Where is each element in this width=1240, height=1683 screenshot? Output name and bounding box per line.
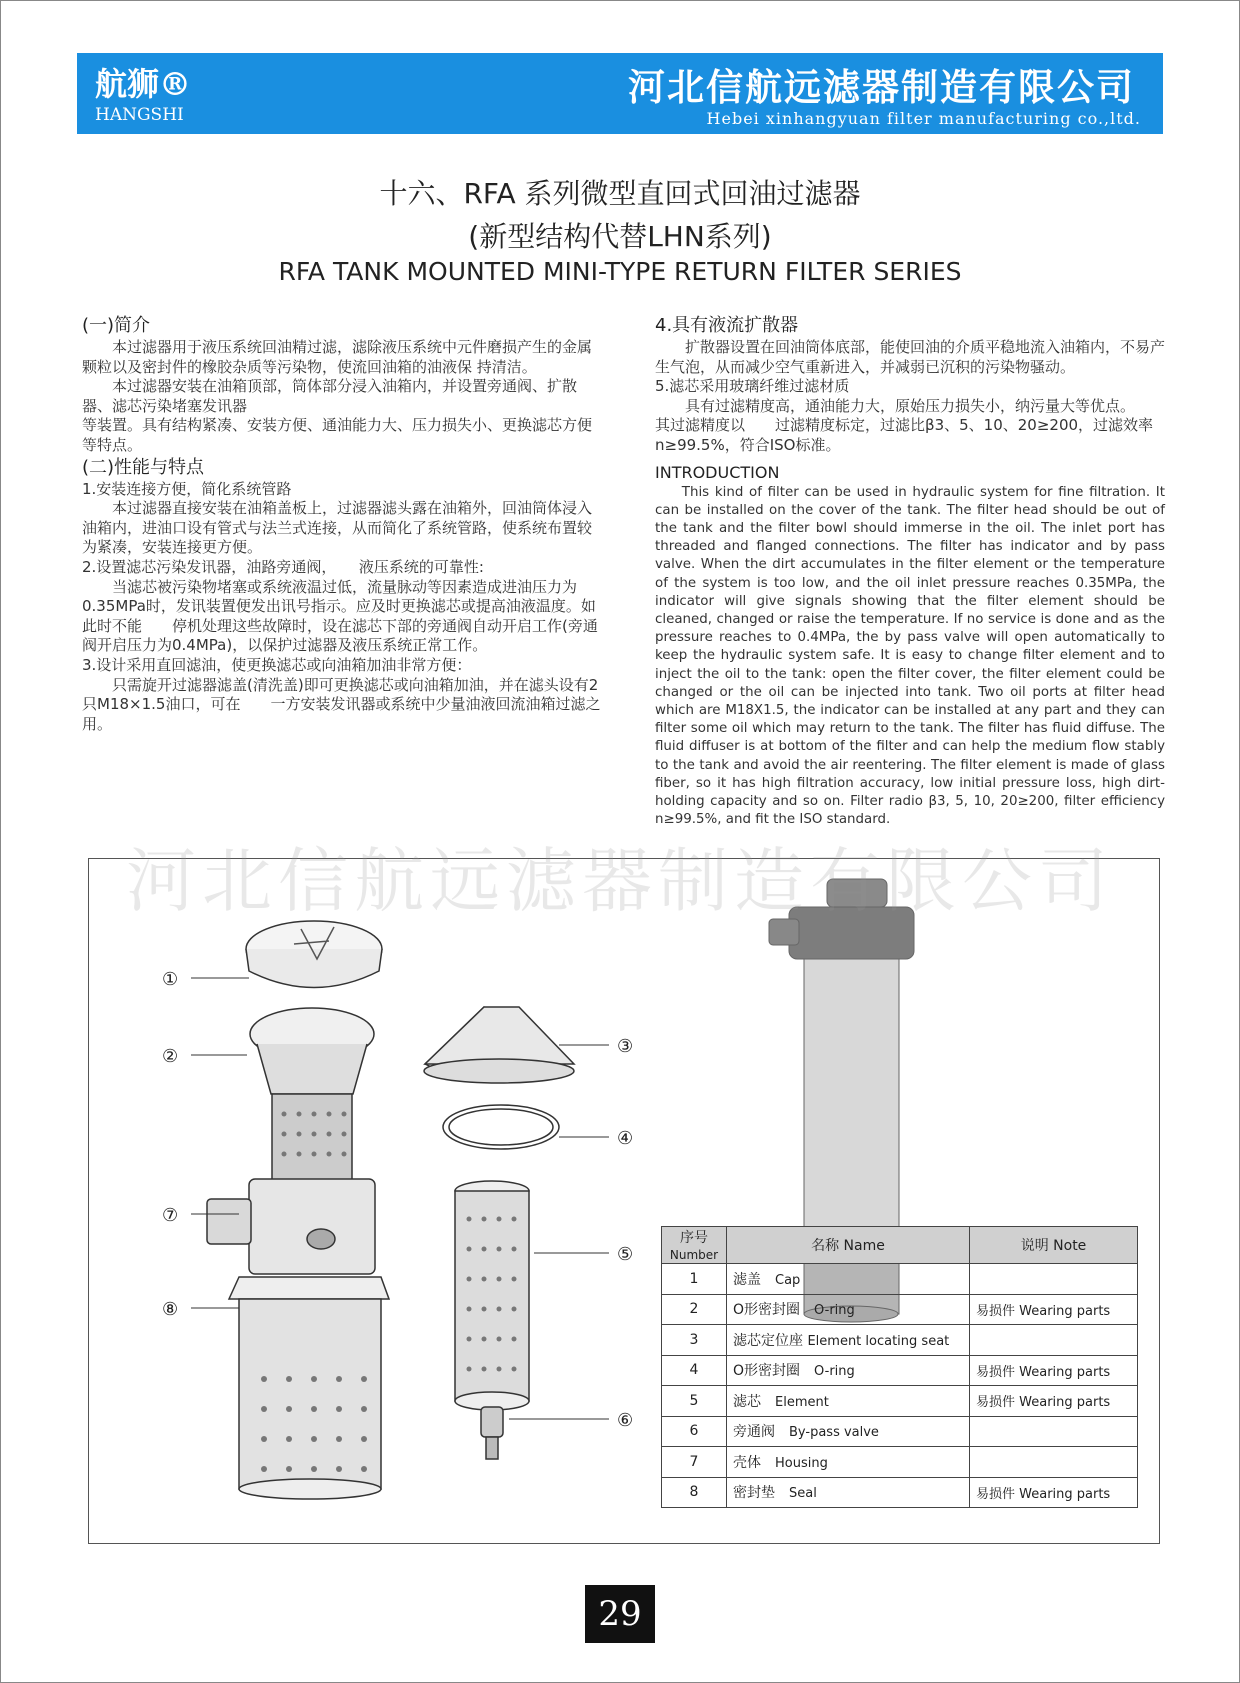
paragraph: 只需旋开过滤器滤盖(清洗盖)即可更换滤芯或向油箱加油，并在滤头设有2只M18×1.5油口，可在 一方安装发讯器或系统中少量油液回流油箱过滤之用。 bbox=[82, 675, 601, 733]
feature-title: 4.具有液流扩散器 bbox=[655, 315, 799, 336]
paragraph: 其过滤精度以 过滤精度标定，过滤比β3、5、10、20≥200，过滤效率n≥99.5%，符合ISO标准。 bbox=[655, 416, 1154, 454]
table-header-row bbox=[662, 1227, 1138, 1264]
table-row: 4 O形密封圈 O-ring 易损件 Wearing parts bbox=[662, 1355, 1138, 1386]
feature-title: 5.滤芯采用玻璃纤维过滤材质 bbox=[655, 377, 850, 396]
assembled-filter-drawing bbox=[207, 921, 389, 1499]
table-row: 2 O形密封圈 O-ring 易损件 Wearing parts bbox=[662, 1294, 1138, 1325]
right-column bbox=[655, 314, 1165, 829]
page-title-en: RFA TANK MOUNTED MINI-TYPE RETURN FILTER SERIES bbox=[278, 257, 962, 286]
exploded-parts-drawing bbox=[424, 1007, 574, 1459]
brand-name-en: HANGSHI bbox=[95, 105, 184, 125]
paragraph: 本过滤器安装在油箱顶部，筒体部分浸入油箱内，并设置旁通阀、扩散器、滤芯污染堵塞发讯器 bbox=[82, 377, 578, 415]
page-subtitle: (新型结构代替LHN系列) bbox=[468, 220, 772, 253]
page-title: 十六、RFA 系列微型直回式回油过滤器 bbox=[379, 177, 861, 210]
watermark-text: 河北信航远滤器制造有限公司 bbox=[126, 840, 1114, 922]
paragraph: 等装置。具有结构紧凑、安装方便、通油能力大、压力损失小、更换滤芯方便等特点。 bbox=[82, 416, 593, 454]
callout-1: ① bbox=[162, 969, 179, 990]
parts-table bbox=[661, 1226, 1138, 1508]
table-row: 1 滤盖 Cap bbox=[662, 1264, 1138, 1295]
callout-8: ⑧ bbox=[162, 1299, 179, 1320]
callout-5: ⑤ bbox=[617, 1244, 634, 1265]
feature-title: 3.设计采用直回滤油，使更换滤芯或向油箱加油非常方便： bbox=[82, 655, 472, 674]
paragraph: 本过滤器用于液压系统回油精过滤，滤除液压系统中元件磨损产生的金属颗粒以及密封件的橡胶杂质等污染物，使流回油箱的油液保 持清洁。 bbox=[82, 338, 593, 376]
parts-table-body bbox=[662, 1264, 1138, 1508]
feature-title: 1.安装连接方便，简化系统管路 bbox=[82, 479, 292, 498]
feature-title: 2.设置滤芯污染发讯器，油路旁通阀， 液压系统的可靠性: bbox=[82, 557, 484, 576]
brand-name: 航狮® bbox=[95, 65, 192, 103]
paragraph: 当滤芯被污染物堵塞或系统液温过低，流量脉动等因素造成进油压力为0.35MPa时，发讯装置便发出讯号指示。应及时更换滤芯或提高油液温度。如此时不能 停机处理这些故障时，设在滤芯下部的旁通阀自动开启工作(旁通阀开启压力为0.4MPa)，以保护过滤器及液压系统正常工作。 bbox=[82, 577, 598, 655]
header-note: 说明 Note bbox=[970, 1227, 1138, 1264]
table-row: 7 壳体 Housing bbox=[662, 1447, 1138, 1478]
callout-3: ③ bbox=[617, 1036, 634, 1057]
company-name: 河北信航远滤器制造有限公司 bbox=[628, 65, 1135, 109]
table-row: 8 密封垫 Seal 易损件 Wearing parts bbox=[662, 1477, 1138, 1508]
page-number: 29 bbox=[585, 1585, 655, 1643]
company-name-en: Hebei xinhangyuan filter manufacturing co.,ltd. bbox=[706, 109, 1141, 128]
paragraph: 本过滤器直接安装在油箱盖板上，过滤器滤头露在油箱外，回油筒体浸入油箱内，进油口设有管式与法兰式连接，从而简化了系统管路，使系统布置较为紧凑，安装连接更方便。 bbox=[82, 499, 593, 557]
table-row: 5 滤芯 Element 易损件 Wearing parts bbox=[662, 1386, 1138, 1417]
paragraph: 扩散器设置在回油筒体底部，能使回油的介质平稳地流入油箱内，不易产生气泡，从而减少空气重新进入，并减弱已沉积的污染物骚动。 bbox=[655, 338, 1166, 376]
callout-7: ⑦ bbox=[162, 1205, 179, 1226]
callout-4: ④ bbox=[617, 1128, 634, 1149]
table-row: 3 滤芯定位座 Element locating seat bbox=[662, 1325, 1138, 1356]
page-header bbox=[77, 53, 1163, 134]
table-row: 6 旁通阀 By-pass valve bbox=[662, 1416, 1138, 1447]
left-column bbox=[82, 314, 602, 734]
section-heading-features: (二)性能与特点 bbox=[82, 456, 205, 478]
header-name: 名称 Name bbox=[727, 1227, 970, 1264]
introduction-heading: INTRODUCTION bbox=[655, 462, 780, 482]
header-number: 序号 Number bbox=[662, 1227, 727, 1264]
paragraph: 具有过滤精度高，通油能力大，原始压力损失小，纳污量大等优点。 bbox=[685, 396, 1136, 415]
callout-2: ② bbox=[162, 1046, 179, 1067]
section-heading-intro: (一)简介 bbox=[82, 315, 151, 336]
introduction-text: This kind of filter can be used in hydraulic system for fine filtration. It can be installed on the cover of the tank. The filter head should be out of the tank and the filter bowl should immerse in the oil. The inlet port has threaded and flanged connections. The filter has indicator and by pass valve. When the dirt accumulates in the filter element or the temperature of the system is too low, and the oil inlet pressure reaches 0.35MPa, the indicator will give signals showing that the filter element should be cleaned, changed or raise the temperature. If no service is done and as the pressure reaches to 0.4MPa, the by pass valve will open automatically to keep the hydraulic system safe. It is easy to change filter element and to inject the oil to the tank: open the filter cover, the filter element could be changed or the oil can be injected into tank. Two oil ports at filter head which are M18X1.5, the indicator can be installed at any part and they can filter some oil which may return to the tank. The filter has fluid diffuse. The fluid diffuser is at bottom of the filter and can help the medium flow stably to the tank and avoid the air reentering. The filter element is made of glass fiber, so it has high filtration accuracy, low initial pressure loss, high dirt-holding capacity and so on. Filter radio β3, 5, 10, 20≥200, filter efficiency n≥99.5%, and fit the ISO standard. bbox=[655, 484, 1165, 828]
callout-6: ⑥ bbox=[617, 1410, 634, 1431]
